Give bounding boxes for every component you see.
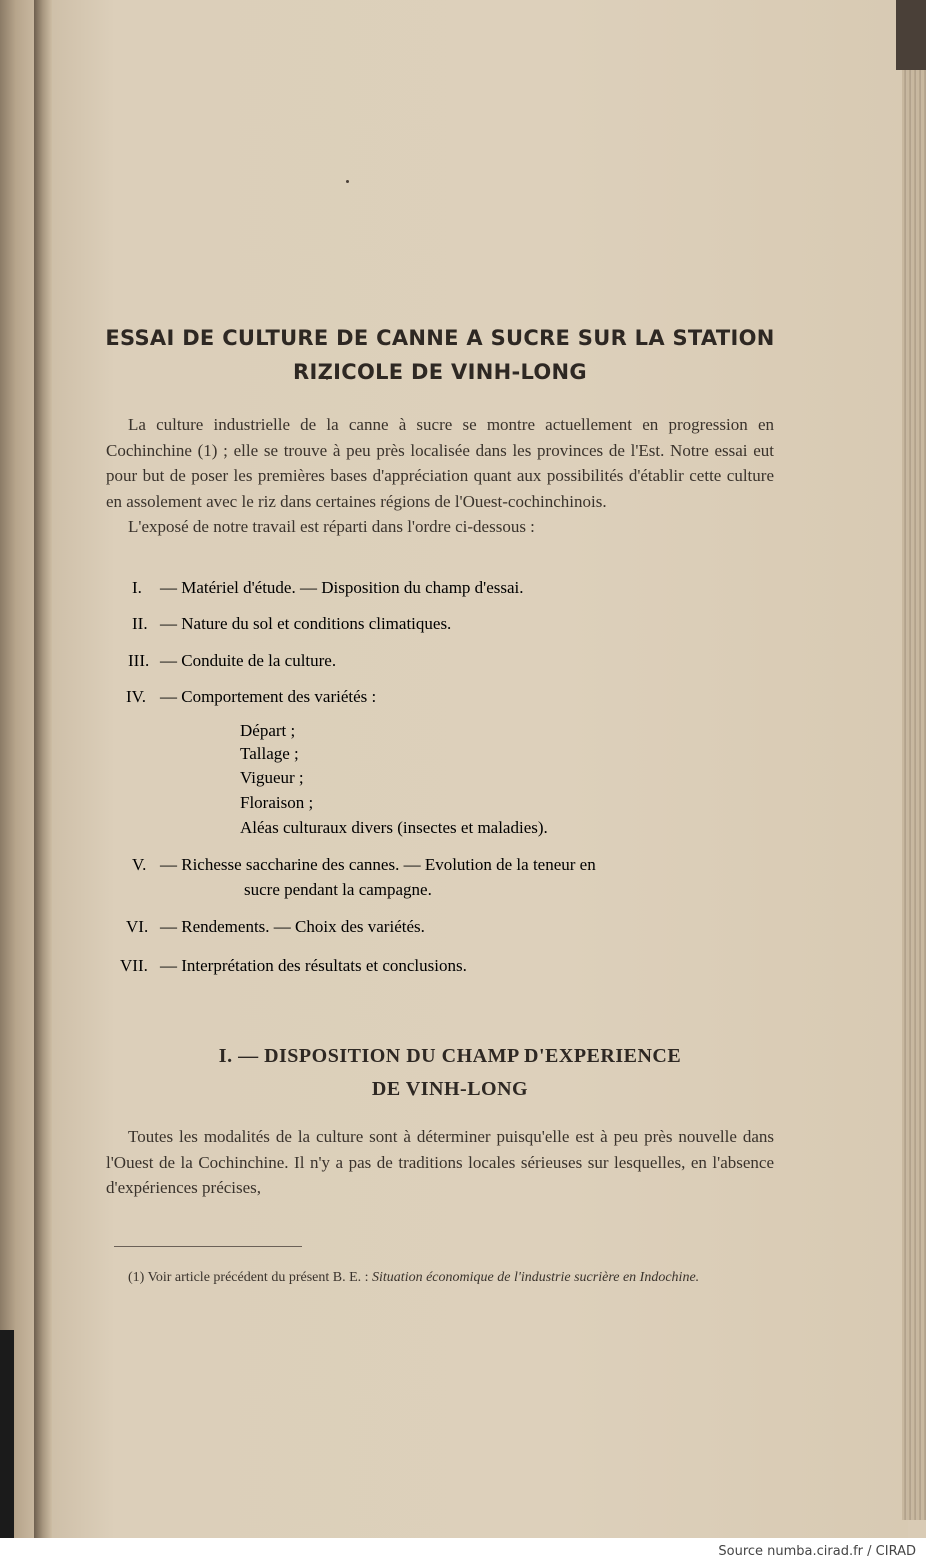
outline-text: — Conduite de la culture. bbox=[160, 651, 337, 670]
outline-number: VII. bbox=[120, 956, 148, 975]
right-page bbox=[46, 0, 908, 1538]
section-paragraph bbox=[106, 1124, 774, 1201]
outline-number: V. bbox=[132, 855, 147, 874]
outline-number: III. bbox=[128, 651, 150, 670]
outline-text: — Nature du sol et conditions climatiques. bbox=[160, 614, 452, 633]
outline-text: sucre pendant la campagne. bbox=[244, 880, 432, 899]
binding-dark-strip bbox=[0, 1330, 14, 1538]
intro-text: La culture industrielle de la canne à sucre se montre actuellement en progression en Cochinchine (1) ; elle se trouve à peu près localisée dans les provinces de l'Est. Notre essai eut pour but de poser les premières bases d'appréciation quant aux possibilités d'établir cette culture en assolement avec le riz dans certaines régions de l'Ouest-cochinchinois. bbox=[106, 415, 774, 511]
outline-number: I. bbox=[132, 578, 142, 597]
ink-speck bbox=[346, 180, 349, 183]
section-heading-line1: I. — DISPOSITION DU CHAMP D'EXPERIENCE bbox=[218, 1045, 682, 1067]
footnote-rule bbox=[114, 1246, 302, 1247]
page-gutter bbox=[34, 0, 52, 1538]
outline-text: — Rendements. — Choix des variétés. bbox=[160, 917, 425, 936]
source-credit: Source numba.cirad.fr / CIRAD bbox=[718, 1544, 916, 1559]
outline-number: IV. bbox=[126, 687, 146, 706]
scan-corner-shadow bbox=[896, 0, 926, 70]
page-stack-edges bbox=[902, 40, 926, 1520]
outline-text: — Comportement des variétés : bbox=[160, 687, 377, 706]
outline-number: VI. bbox=[126, 917, 149, 936]
subitem: Aléas culturaux divers (insectes et maladies). bbox=[240, 818, 548, 837]
outline-intro: L'exposé de notre travail est réparti dans l'ordre ci-dessous : bbox=[128, 517, 535, 536]
footnote bbox=[106, 1268, 778, 1287]
section-text: Toutes les modalités de la culture sont à déterminer puisqu'elle est à peu près nouvelle dans l'Ouest de la Cochinchine. Il n'y a pas de traditions locales sérieuses sur lesquelles, en l'absence d'expériences précises, bbox=[106, 1127, 774, 1197]
subitem: Tallage ; bbox=[240, 744, 299, 763]
subitem: Vigueur ; bbox=[240, 768, 304, 787]
outline-text: — Richesse saccharine des cannes. — Evolution de la teneur en bbox=[160, 855, 596, 874]
section-heading-line2: DE VINH-LONG bbox=[371, 1078, 529, 1100]
footnote-text: Voir article précédent du présent B. E. : bbox=[147, 1270, 369, 1285]
article-title-line2: RIZICOLE DE VINH-LONG bbox=[293, 360, 587, 384]
footnote-title: Situation économique de l'industrie sucrière en Indochine. bbox=[372, 1270, 700, 1285]
outline-number: II. bbox=[132, 614, 148, 633]
subitem: Départ ; bbox=[240, 721, 296, 740]
subitem: Floraison ; bbox=[240, 793, 314, 812]
outline-text: — Interprétation des résultats et conclusions. bbox=[160, 956, 467, 975]
intro-paragraph bbox=[106, 412, 774, 540]
footnote-marker: (1) bbox=[128, 1270, 145, 1285]
article-title-line1: ESSAI DE CULTURE DE CANNE A SUCRE SUR LA STATION bbox=[105, 326, 775, 350]
outline-text: — Matériel d'étude. — Disposition du champ d'essai. bbox=[160, 578, 524, 597]
